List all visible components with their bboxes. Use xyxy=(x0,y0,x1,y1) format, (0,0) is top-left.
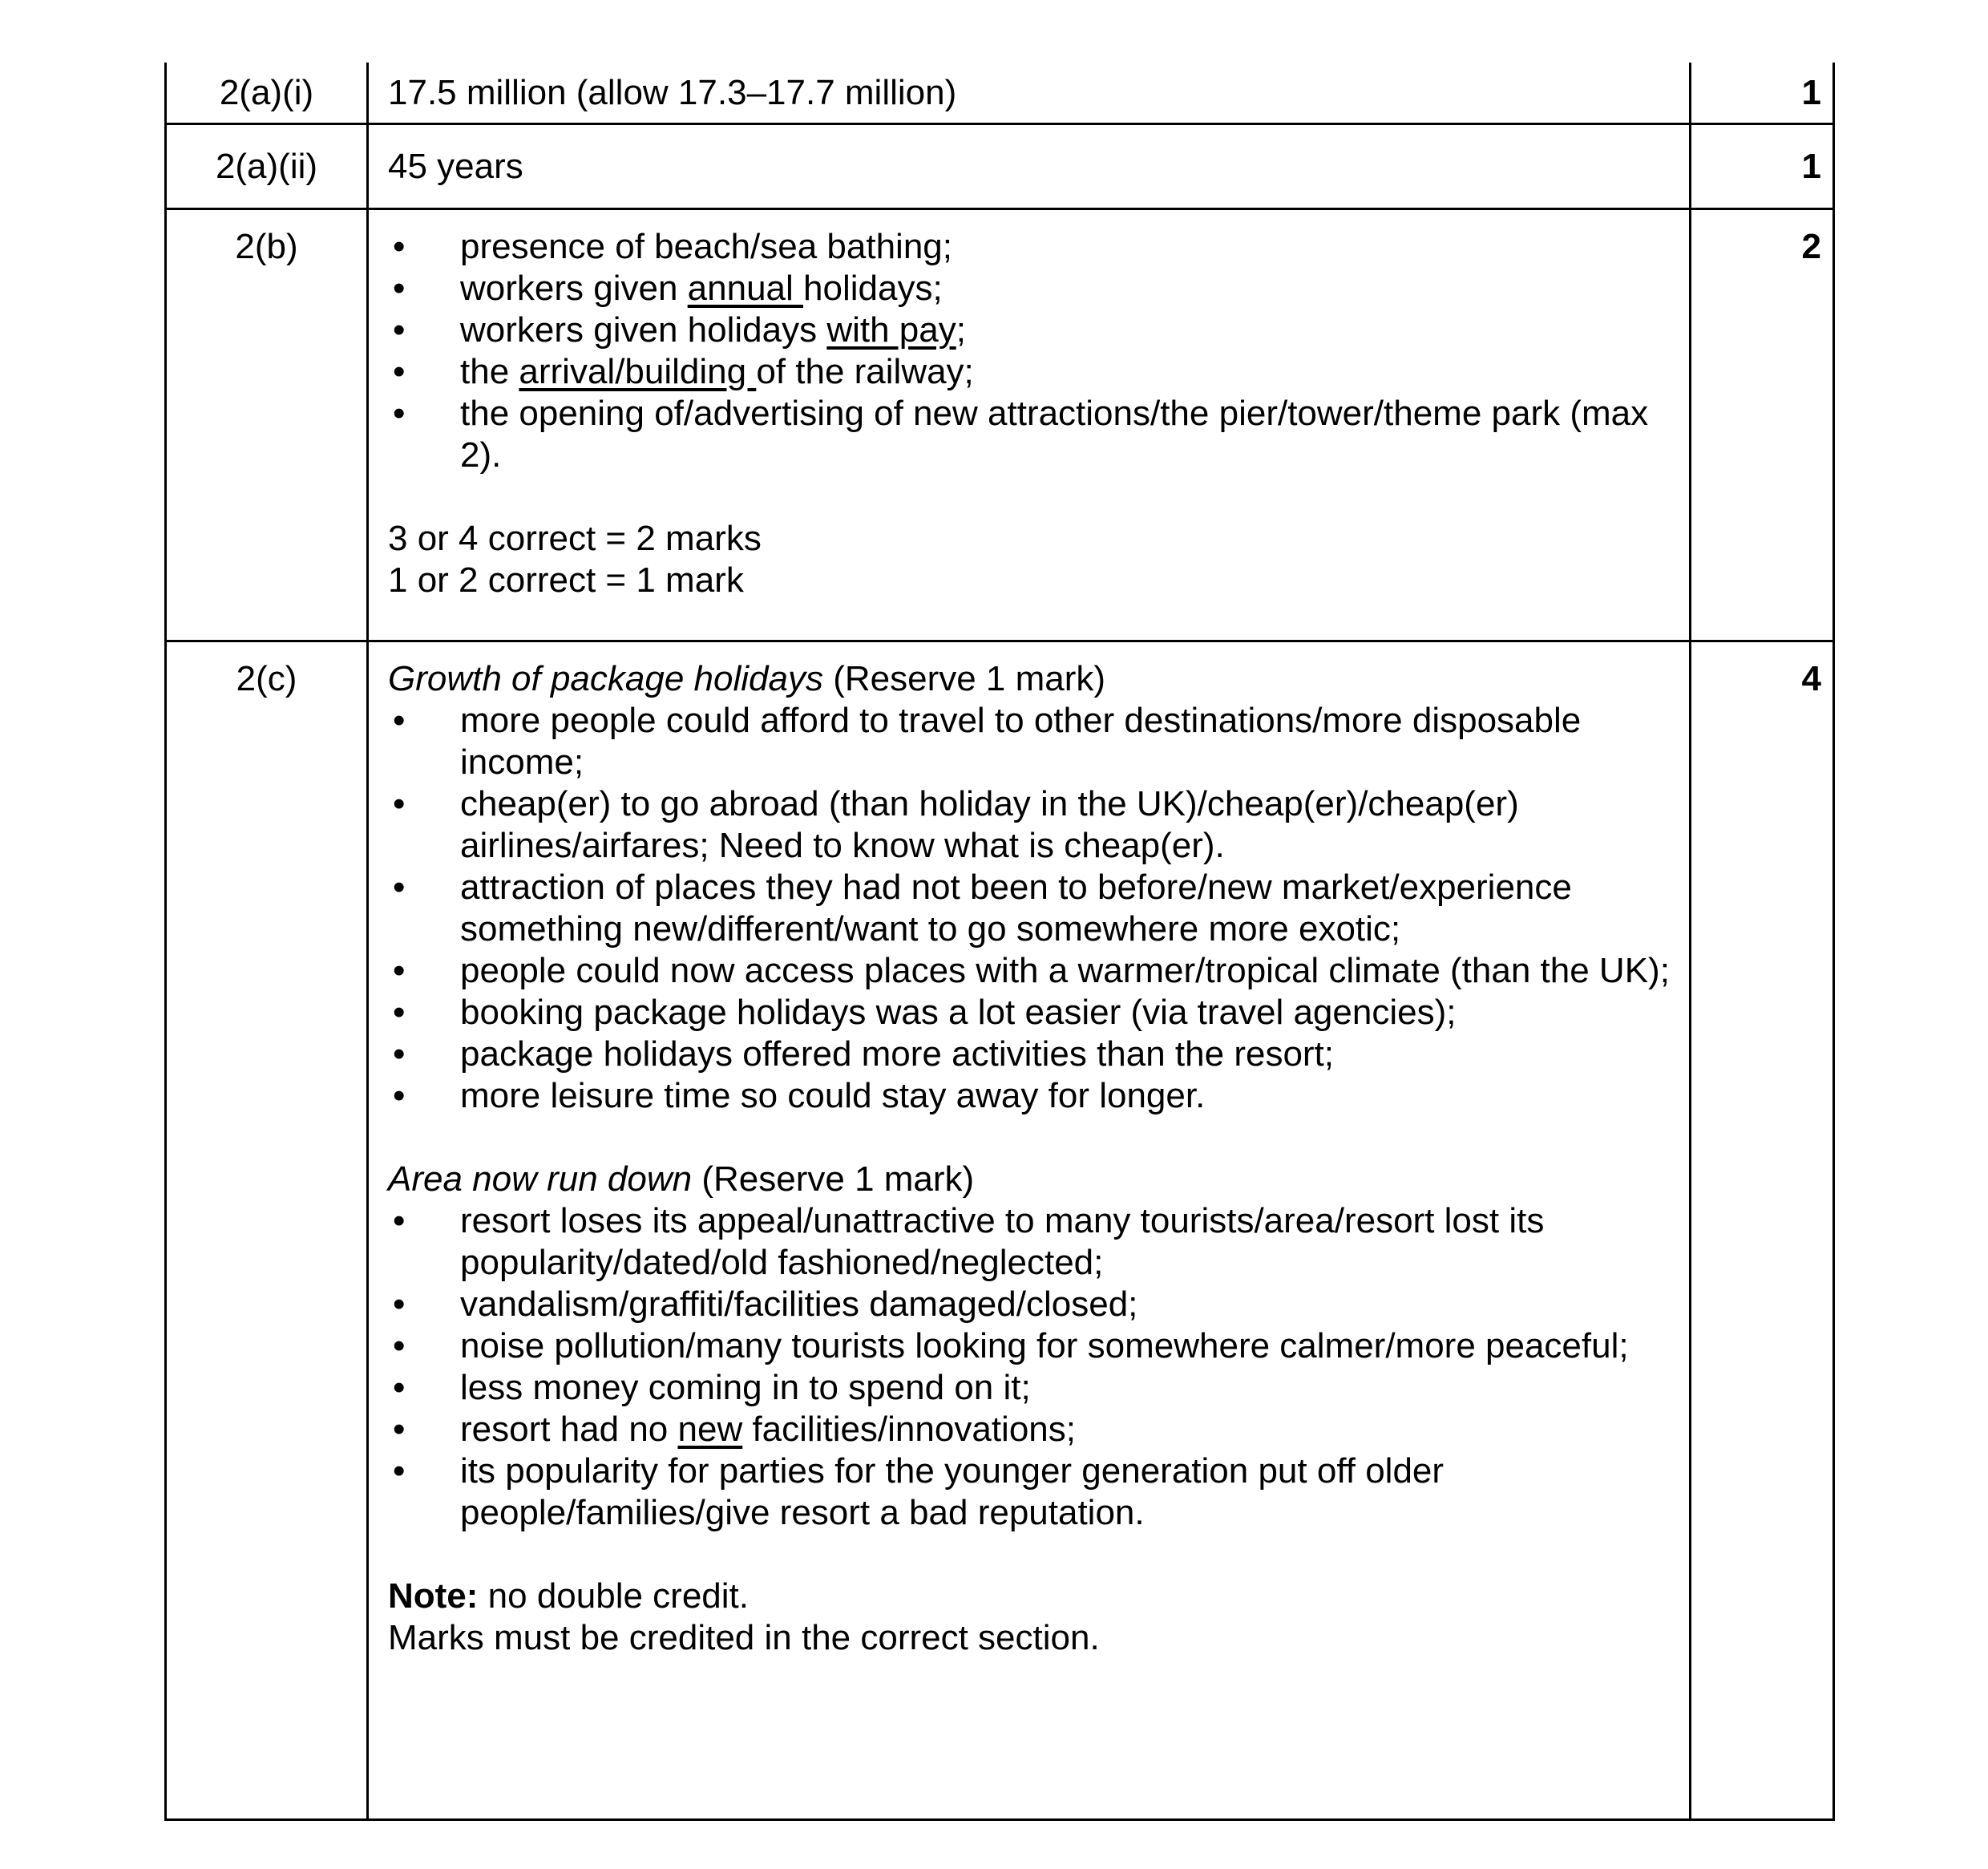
section-heading: Growth of package holidays (Reserve 1 mark) xyxy=(388,659,1106,698)
bullet-icon: • xyxy=(393,1284,406,1324)
bullet-icon: • xyxy=(393,1410,406,1449)
marks-cell: 1 xyxy=(1801,73,1821,112)
marking-scheme-line: 3 or 4 correct = 2 marks xyxy=(388,519,762,558)
list-item: • presence of beach/sea bathing; xyxy=(393,227,953,266)
bullet-icon: • xyxy=(393,1201,406,1240)
list-item: • people could now access places with a warmer/tropical climate (than the UK); xyxy=(393,951,1670,990)
list-item: • attraction of places they had not been to before/new market/experience something new/different/want to go somewhere more exotic; xyxy=(393,868,1572,949)
list-item: • vandalism/graffiti/facilities damaged/closed; xyxy=(393,1284,1138,1324)
bullet-icon: • xyxy=(393,1326,406,1365)
bullet-icon: • xyxy=(393,1034,406,1074)
marks-cell: 1 xyxy=(1801,147,1821,186)
table-row xyxy=(167,208,1832,640)
answer-cell xyxy=(369,642,1691,1818)
list-item: • noise pollution/many tourists looking for somewhere calmer/more peaceful; xyxy=(393,1326,1629,1365)
question-number: 2(a)(ii) xyxy=(167,125,369,208)
answer-cell: 45 years xyxy=(369,125,1691,208)
list-item: • workers given annual holidays; xyxy=(393,269,943,308)
bullet-icon: • xyxy=(393,352,406,391)
bullet-icon: • xyxy=(393,951,406,990)
bullet-icon: • xyxy=(393,269,406,308)
table-row xyxy=(167,123,1832,208)
bullet-icon: • xyxy=(393,227,406,266)
mark-scheme-table xyxy=(164,63,1835,1821)
question-number: 2(a)(i) xyxy=(167,63,369,123)
list-item: • resort loses its appeal/unattractive to many tourists/area/resort lost its popularity/dated/old fashioned/neglected; xyxy=(393,1201,1545,1282)
question-number: 2(c) xyxy=(167,642,369,1818)
list-item: • the opening of/advertising of new attractions/the pier/tower/theme park (max 2). xyxy=(393,394,1649,475)
question-number: 2(b) xyxy=(167,210,369,640)
table-row xyxy=(167,63,1832,123)
list-item: • the arrival/building of the railway; xyxy=(393,352,974,391)
answer-cell xyxy=(369,210,1691,640)
bullet-icon: • xyxy=(393,1076,406,1115)
answer-cell: 17.5 million (allow 17.3–17.7 million) xyxy=(369,63,1691,123)
list-item: • workers given holidays with pay; xyxy=(393,310,966,350)
bullet-icon: • xyxy=(393,993,406,1032)
answer-list xyxy=(388,1200,1670,1534)
list-item: • cheap(er) to go abroad (than holiday in the UK)/cheap(er)/cheap(er) airlines/airfares; Need to know what is cheap(er). xyxy=(393,784,1519,865)
list-item: • resort had no new facilities/innovations; xyxy=(393,1410,1076,1449)
bullet-icon: • xyxy=(393,701,406,740)
list-item: • booking package holidays was a lot easier (via travel agencies); xyxy=(393,993,1457,1032)
bullet-icon: • xyxy=(393,868,406,907)
list-item: • its popularity for parties for the younger generation put off older people/families/give resort a bad reputation. xyxy=(393,1451,1445,1532)
marks-cell: 2 xyxy=(1801,227,1821,266)
marks-cell: 4 xyxy=(1801,659,1821,698)
answer-list xyxy=(388,226,1670,476)
note-line: Note: no double credit. xyxy=(388,1576,749,1616)
bullet-icon: • xyxy=(393,1451,406,1491)
marking-scheme-line: 1 or 2 correct = 1 mark xyxy=(388,560,744,600)
list-item: • more leisure time so could stay away for longer. xyxy=(393,1076,1206,1115)
note-line: Marks must be credited in the correct section. xyxy=(388,1618,1100,1657)
table-row xyxy=(167,640,1832,1818)
list-item: • less money coming in to spend on it; xyxy=(393,1368,1031,1407)
bullet-icon: • xyxy=(393,310,406,350)
bullet-icon: • xyxy=(393,394,406,433)
list-item: • package holidays offered more activities than the resort; xyxy=(393,1034,1335,1074)
list-item: • more people could afford to travel to other destinations/more disposable income; xyxy=(393,701,1582,782)
bullet-icon: • xyxy=(393,784,406,823)
section-heading: Area now run down (Reserve 1 mark) xyxy=(388,1159,975,1199)
answer-list xyxy=(388,700,1670,1117)
bullet-icon: • xyxy=(393,1368,406,1407)
